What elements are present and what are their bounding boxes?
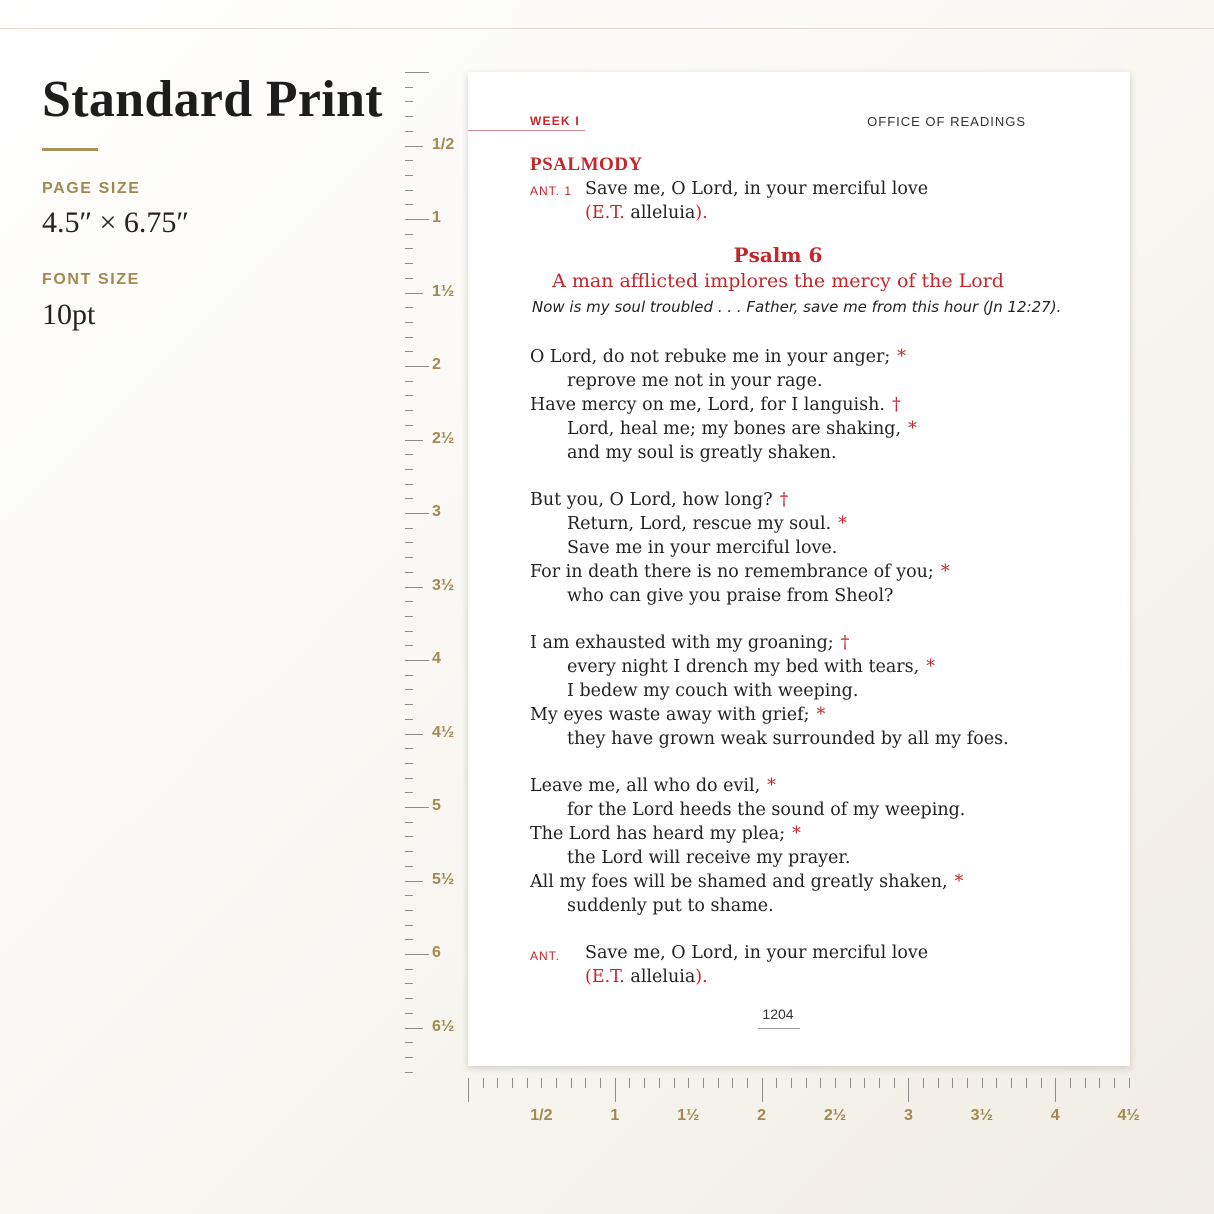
ruler-tick	[585, 1078, 586, 1088]
ruler-label: 3½	[970, 1107, 993, 1124]
ruler-tick	[405, 822, 413, 823]
ruler-label: 2	[432, 356, 441, 373]
ruler-tick	[405, 542, 413, 543]
ruler-tick	[879, 1078, 880, 1088]
ruler-tick	[615, 1078, 616, 1102]
ruler-tick	[405, 572, 413, 573]
ruler-label: 1½	[677, 1107, 700, 1124]
verse-text: for the Lord heeds the sound of my weeping.	[567, 800, 966, 820]
ruler-tick	[1129, 1078, 1130, 1088]
verse-line	[530, 345, 906, 369]
ruler-tick	[405, 72, 429, 73]
ruler-tick	[405, 675, 413, 676]
ruler-tick	[806, 1078, 807, 1088]
ruler-tick	[405, 807, 429, 808]
ruler-tick	[405, 778, 413, 779]
ruler-tick	[405, 381, 413, 382]
ruler-tick	[405, 131, 413, 132]
flex-mark: †	[840, 633, 850, 653]
verse-line	[530, 560, 950, 584]
ruler-label: 4½	[432, 723, 455, 741]
verse-text: The Lord has heard my plea;	[530, 824, 786, 844]
verse-text: who can give you praise from Sheol?	[567, 586, 894, 606]
ruler-tick	[405, 557, 413, 558]
ruler-tick	[600, 1078, 601, 1088]
verse-text: suddenly put to shame.	[567, 896, 774, 916]
ruler-tick	[405, 866, 413, 867]
ruler-tick	[659, 1078, 660, 1088]
verse-line	[567, 512, 847, 536]
ruler-tick	[644, 1078, 645, 1088]
ruler-tick	[908, 1078, 909, 1102]
verse-line	[567, 441, 837, 465]
running-head-right: OFFICE OF READINGS	[867, 114, 1026, 129]
ruler-tick	[923, 1078, 924, 1088]
antiphon-label: ANT. 1	[530, 184, 573, 198]
ruler-tick	[894, 1078, 895, 1088]
ruler-tick	[629, 1078, 630, 1088]
mediant-mark: *	[940, 562, 950, 582]
ruler-tick	[405, 939, 413, 940]
ruler-tick	[512, 1078, 513, 1088]
ruler-label: 1/2	[432, 135, 455, 153]
ruler-tick	[405, 925, 413, 926]
mediant-mark: *	[767, 776, 776, 796]
ruler-tick	[405, 734, 423, 735]
ruler-tick	[483, 1078, 484, 1088]
easter-time-marker: (E.T.	[585, 203, 625, 223]
ruler-tick	[405, 351, 413, 352]
ruler-tick	[556, 1078, 557, 1088]
ruler-tick	[527, 1078, 528, 1088]
ruler-tick	[405, 175, 413, 176]
ruler-tick	[405, 601, 413, 602]
ruler-label: 3½	[432, 576, 455, 594]
verse-line	[530, 822, 801, 846]
ruler-tick	[405, 1013, 413, 1014]
ruler-tick	[405, 983, 413, 984]
verse-text: Lord, heal me; my bones are shaking,	[567, 419, 902, 439]
verse-text: I am exhausted with my groaning;	[530, 633, 834, 653]
verse-line	[567, 369, 823, 393]
ruler-tick	[405, 366, 429, 367]
ruler-tick	[405, 337, 413, 338]
verse-text: Have mercy on me, Lord, for I languish.	[530, 395, 885, 415]
ruler-tick	[405, 395, 413, 396]
verse-text: every night I drench my bed with tears,	[567, 657, 920, 677]
verse-line	[567, 655, 935, 679]
ruler-tick	[405, 998, 413, 999]
ruler-tick	[835, 1078, 836, 1088]
top-divider	[0, 28, 1214, 29]
ruler-tick	[571, 1078, 572, 1088]
easter-time-marker: (E.T.	[585, 967, 625, 987]
verse-line	[530, 703, 825, 727]
ruler-tick	[1011, 1078, 1012, 1088]
ruler-label: 1½	[432, 282, 455, 300]
verse-text: reprove me not in your rage.	[567, 371, 823, 391]
ruler-label: 1	[610, 1107, 620, 1124]
ruler-tick	[405, 616, 413, 617]
antiphon-line	[585, 201, 708, 225]
ruler-tick	[497, 1078, 498, 1088]
ruler-tick	[967, 1078, 968, 1088]
ruler-tick	[1099, 1078, 1100, 1088]
ruler-tick	[405, 307, 413, 308]
ruler-tick	[405, 116, 413, 117]
ruler-tick	[762, 1078, 763, 1102]
ruler-tick	[405, 910, 413, 911]
ruler-tick	[405, 190, 413, 191]
ruler-tick	[405, 440, 423, 441]
title-underline	[42, 148, 98, 151]
ruler-tick	[405, 587, 423, 588]
ruler-tick	[1026, 1078, 1027, 1088]
antiphon-line	[585, 965, 708, 989]
verse-line	[530, 631, 849, 655]
verse-text: For in death there is no remembrance of you;	[530, 562, 934, 582]
verse-text: All my foes will be shamed and greatly shaken,	[530, 872, 948, 892]
mediant-mark: *	[897, 347, 907, 367]
mediant-mark: *	[954, 872, 964, 892]
alleluia-text: alleluia	[624, 967, 696, 987]
ruler-tick	[1041, 1078, 1042, 1088]
ruler-tick	[791, 1078, 792, 1088]
verse-line	[567, 584, 893, 608]
ruler-tick	[405, 219, 429, 220]
ruler-tick	[541, 1078, 542, 1088]
ruler-tick	[688, 1078, 689, 1088]
flex-mark: †	[891, 395, 901, 415]
ruler-tick	[405, 689, 413, 690]
ruler-label: 2½	[432, 429, 455, 447]
ruler-label: 6	[432, 944, 441, 961]
ruler-tick	[1085, 1078, 1086, 1088]
ruler-tick	[820, 1078, 821, 1088]
ruler-tick	[850, 1078, 851, 1088]
ruler-tick	[405, 513, 429, 514]
ruler-tick	[405, 954, 429, 955]
page-number: 1204	[762, 1006, 794, 1022]
verse-text: O Lord, do not rebuke me in your anger;	[530, 347, 891, 367]
ruler-tick	[703, 1078, 704, 1088]
ruler-tick	[996, 1078, 997, 1088]
ruler-tick	[405, 1028, 423, 1029]
page-size-label: PAGE SIZE	[42, 180, 141, 197]
panel-title: Standard Print	[42, 71, 383, 128]
verse-line	[567, 894, 774, 918]
ruler-tick	[405, 322, 413, 323]
psalm-epigraph: Now is my soul troubled . . . Father, save me from this hour (Jn 12:27).	[532, 298, 1062, 316]
ruler-label: 4	[1050, 1107, 1060, 1124]
ruler-tick	[732, 1078, 733, 1088]
ruler-label: 2	[757, 1107, 767, 1124]
ruler-label: 5	[432, 797, 441, 814]
ruler-tick	[864, 1078, 865, 1088]
verse-text: Return, Lord, rescue my soul.	[567, 514, 832, 534]
ruler-tick	[405, 881, 423, 882]
ruler-tick	[405, 278, 413, 279]
antiphon-line: Save me, O Lord, in your merciful love	[585, 943, 929, 963]
ruler-tick	[405, 410, 413, 411]
psalm-title: Psalm 6	[733, 243, 823, 267]
page-number-rule	[758, 1028, 800, 1029]
ruler-tick	[747, 1078, 748, 1088]
ruler-tick	[405, 484, 413, 485]
ruler-tick	[674, 1078, 675, 1088]
verse-line	[530, 488, 788, 512]
ruler-tick	[405, 631, 413, 632]
verse-line	[567, 846, 850, 870]
psalm-subtitle: A man afflicted implores the mercy of the Lord	[552, 270, 1004, 292]
ruler-tick	[405, 719, 413, 720]
font-size-label: FONT SIZE	[42, 271, 140, 288]
ruler-tick	[405, 425, 413, 426]
section-heading: PSALMODY	[530, 154, 643, 175]
ruler-tick	[468, 1078, 469, 1102]
ruler-tick	[405, 528, 413, 529]
ruler-label: 4	[432, 650, 441, 667]
mediant-mark: *	[838, 514, 847, 534]
verse-line	[530, 774, 776, 798]
mediant-mark: *	[908, 419, 917, 439]
verse-line	[567, 679, 858, 703]
verse-text: they have grown weak surrounded by all my foes.	[567, 729, 1009, 749]
verse-text: But you, O Lord, how long?	[530, 490, 773, 510]
book-page	[468, 72, 1130, 1066]
ruler-tick	[405, 248, 413, 249]
ruler-tick	[405, 895, 413, 896]
ruler-tick	[952, 1078, 953, 1088]
ruler-label: 4½	[1117, 1107, 1140, 1124]
verse-text: My eyes waste away with grief;	[530, 705, 810, 725]
running-head-left: WEEK I	[530, 114, 580, 128]
mediant-mark: *	[816, 705, 826, 725]
ruler-tick	[1055, 1078, 1056, 1102]
ruler-label: 2½	[823, 1107, 847, 1124]
antiphon-line: Save me, O Lord, in your merciful love	[585, 179, 929, 199]
verse-text: and my soul is greatly shaken.	[567, 443, 837, 463]
antiphon-label: ANT.	[530, 949, 561, 963]
ruler-label: 3	[903, 1107, 913, 1124]
ruler-tick	[938, 1078, 939, 1088]
mediant-mark: *	[926, 657, 935, 677]
ruler-tick	[405, 645, 413, 646]
ruler-tick	[405, 146, 423, 147]
easter-time-close: ).	[695, 203, 708, 223]
ruler-tick	[405, 101, 413, 102]
ruler-tick	[405, 763, 413, 764]
verse-line	[567, 417, 917, 441]
ruler-label: 1	[432, 209, 441, 226]
ruler-label: 5½	[432, 870, 455, 888]
ruler-label: 1/2	[530, 1107, 553, 1124]
ruler-tick	[405, 969, 413, 970]
flex-mark: †	[779, 490, 789, 510]
ruler-label: 6½	[432, 1017, 455, 1035]
ruler-tick	[405, 204, 413, 205]
ruler-tick	[405, 1057, 413, 1058]
verse-line	[567, 536, 837, 560]
ruler-tick	[405, 87, 413, 88]
ruler-tick	[718, 1078, 719, 1088]
ruler-tick	[405, 792, 413, 793]
ruler-tick	[405, 836, 413, 837]
mediant-mark: *	[792, 824, 801, 844]
font-size-value: 10pt	[42, 298, 96, 331]
verse-line	[530, 870, 963, 894]
ruler-tick	[405, 660, 429, 661]
page-size-value: 4.5″ × 6.75″	[42, 206, 189, 239]
ruler-tick	[405, 704, 413, 705]
verse-text: the Lord will receive my prayer.	[567, 848, 851, 868]
ruler-tick	[1114, 1078, 1115, 1088]
ruler-tick	[405, 160, 413, 161]
running-head-rule	[468, 130, 585, 131]
ruler-tick	[405, 748, 413, 749]
ruler-tick	[982, 1078, 983, 1088]
easter-time-close: ).	[695, 967, 708, 987]
verse-line	[567, 727, 1009, 751]
ruler-tick	[405, 1042, 413, 1043]
ruler-tick	[405, 1072, 413, 1073]
ruler-tick	[776, 1078, 777, 1088]
verse-text: Leave me, all who do evil,	[530, 776, 761, 796]
ruler-tick	[405, 851, 413, 852]
ruler-tick	[405, 454, 413, 455]
ruler-label: 3	[432, 503, 441, 520]
ruler-tick	[405, 263, 413, 264]
ruler-tick	[405, 234, 413, 235]
ruler-tick	[1070, 1078, 1071, 1088]
ruler-tick	[405, 293, 423, 294]
verse-line	[530, 393, 901, 417]
verse-text: Save me in your merciful love.	[567, 538, 838, 558]
ruler-tick	[405, 469, 413, 470]
alleluia-text: alleluia	[624, 203, 696, 223]
ruler-tick	[405, 498, 413, 499]
verse-text: I bedew my couch with weeping.	[567, 681, 859, 701]
verse-line	[567, 798, 965, 822]
